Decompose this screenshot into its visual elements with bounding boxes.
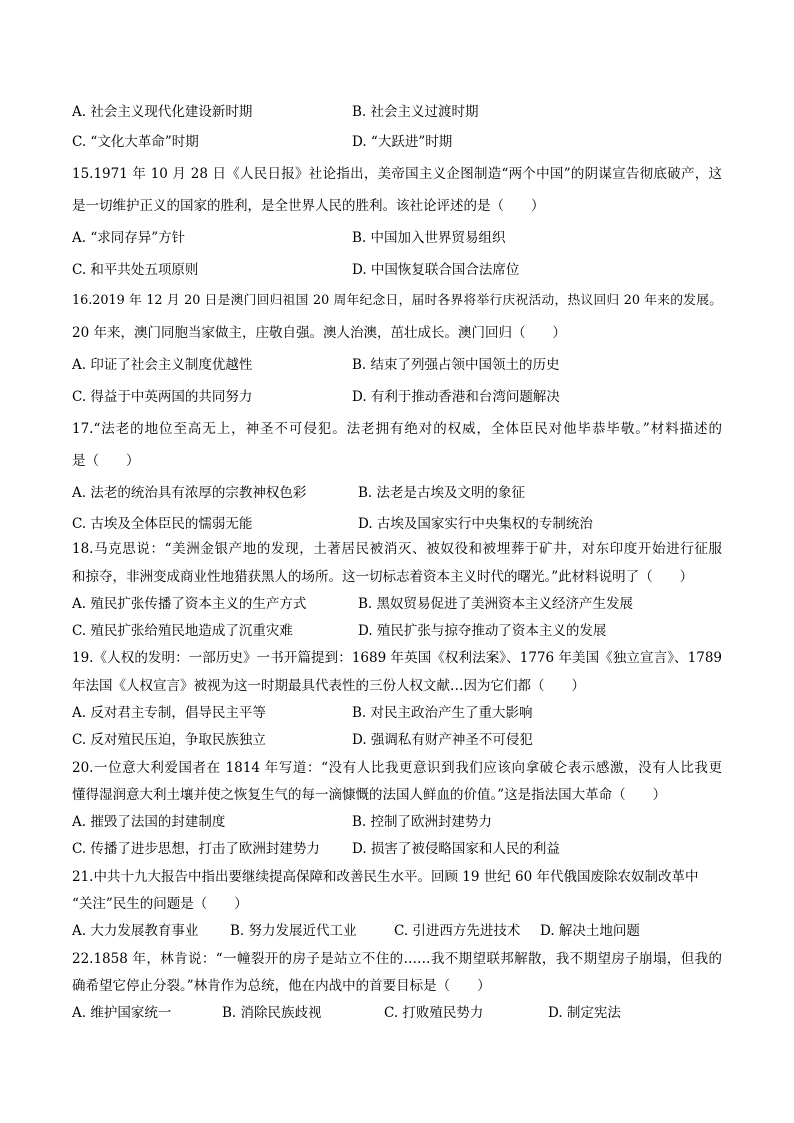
- q22-option-c: C. 打败殖民势力: [384, 1005, 484, 1021]
- q18-option-b: B. 黑奴贸易促进了美洲资本主义经济产生发展: [358, 596, 634, 612]
- q16-option-d: D. 有利于推动香港和台湾问题解决: [352, 389, 560, 405]
- q21-stem-line-2: “关注”民生的问题是（ ）: [72, 896, 248, 912]
- q16-option-a: A. 印证了社会主义制度优越性: [72, 357, 253, 373]
- q18-stem-line-2: 和掠夺，非洲变成商业性地猎获黑人的场所。这一切标志着资本主义时代的曙光。”此材料说明了（ ）: [72, 569, 694, 585]
- q17-option-d: D. 古埃及国家实行中央集权的专制统治: [358, 516, 593, 532]
- q14-option-c: C. “文化大革命”时期: [72, 134, 199, 150]
- q21-stem-line-1: 21.中共十九大报告中指出要继续提高保障和改善民生水平。回顾 19 世纪 60 年代俄国废除农奴制改革中: [72, 869, 699, 885]
- q22-option-a: A. 维护国家统一: [72, 1005, 172, 1021]
- q14-option-a: A. 社会主义现代化建设新时期: [72, 104, 253, 120]
- q20-stem-line-2: 懂得湿润意大利土壤并使之恢复生气的每一滴慷慨的法国人鲜血的价值。”这是指法国大革命（ ）: [72, 787, 667, 803]
- q22-stem-line-2: 确希望它停止分裂。”林肯作为总统，他在内战中的首要目标是（ ）: [72, 978, 491, 994]
- q16-option-b: B. 结束了列强占领中国领土的历史: [352, 357, 560, 373]
- q19-option-c: C. 反对殖民压迫，争取民族独立: [72, 732, 266, 748]
- q17-option-b: B. 法老是古埃及文明的象征: [358, 485, 526, 501]
- q16-stem-line-1: 16.2019 年 12 月 20 日是澳门回归祖国 20 周年纪念日，届时各界将举行庆祝活动，热议回归 20 年来的发展。: [72, 293, 722, 308]
- q18-stem-line-1: 18.马克思说：“美洲金银产地的发现，土著居民被消灭、被奴役和被埋葬于矿井，对东印度开始进行征服: [72, 541, 722, 557]
- q18-option-c: C. 殖民扩张给殖民地造成了沉重灾难: [72, 623, 293, 639]
- q18-option-a: A. 殖民扩张传播了资本主义的生产方式: [72, 596, 307, 612]
- q22-option-d: D. 制定宪法: [548, 1005, 621, 1021]
- q15-option-a: A. “求同存异”方针: [72, 230, 186, 246]
- q17-stem-line-2: 是（ ）: [72, 453, 140, 469]
- q19-stem-line-1: 19.《人权的发明：一部历史》一书开篇提到：1689 年英国《权利法案》、1776 年美国《独立宣言》、1789: [72, 650, 722, 666]
- q22-stem-line-1: 22.1858 年，林肯说：“一幢裂开的房子是站立不住的……我不期望联邦解散，我不期望房子崩塌，但我的: [72, 951, 722, 967]
- q20-option-c: C. 传播了进步思想，打击了欧洲封建势力: [72, 841, 320, 857]
- q20-option-a: A. 摧毁了法国的封建制度: [72, 814, 226, 830]
- q14-option-b: B. 社会主义过渡时期: [352, 104, 479, 120]
- q15-stem-line-2: 是一切维护正义的国家的胜利，是全世界人民的胜利。该社论评述的是（ ）: [72, 198, 545, 214]
- q17-option-a: A. 法老的统治具有浓厚的宗教神权色彩: [72, 485, 307, 501]
- q18-option-d: D. 殖民扩张与掠夺推动了资本主义的发展: [358, 623, 607, 639]
- q15-stem-line-1: 15.1971 年 10 月 28 日《人民日报》社论指出，美帝国主义企图制造“两个中国”的阴谋宣告彻底破产，这: [72, 166, 722, 182]
- q15-option-c: C. 和平共处五项原则: [72, 262, 199, 278]
- q20-stem-line-1: 20.一位意大利爱国者在 1814 年写道：“没有人比我更意识到我们应该向拿破仑表示感激，没有人比我更: [72, 760, 722, 776]
- q21-option-a: A. 大力发展教育事业: [72, 923, 199, 939]
- q21-option-b: B. 努力发展近代工业: [230, 923, 357, 939]
- q14-option-d: D. “大跃进”时期: [352, 134, 453, 150]
- q17-option-c: C. 古埃及全体臣民的懦弱无能: [72, 516, 253, 532]
- q20-option-d: D. 损害了被侵略国家和人民的利益: [352, 841, 560, 857]
- q19-option-d: D. 强调私有财产神圣不可侵犯: [352, 732, 533, 748]
- q16-stem-line-2: 20 年来，澳门同胞当家做主，庄敬自强。澳人治澳，茁壮成长。澳门回归（ ）: [72, 325, 566, 341]
- q20-option-b: B. 控制了欧洲封建势力: [352, 814, 493, 830]
- q16-option-c: C. 得益于中英两国的共同努力: [72, 389, 253, 405]
- q22-option-b: B. 消除民族歧视: [222, 1005, 322, 1021]
- q19-stem-line-2: 年法国《人权宣言》被视为这一时期最具代表性的三份人权文献…因为它们都（ ）: [72, 678, 585, 694]
- q21-option-c: C. 引进西方先进技术: [394, 923, 521, 939]
- q15-option-d: D. 中国恢复联合国合法席位: [352, 262, 520, 278]
- q17-stem-line-1: 17.“法老的地位至高无上，神圣不可侵犯。法老拥有绝对的权威，全体臣民对他毕恭毕敬。”材料描述的: [72, 421, 722, 437]
- q19-option-b: B. 对民主政治产生了重大影响: [352, 705, 533, 721]
- q15-option-b: B. 中国加入世界贸易组织: [352, 230, 506, 246]
- q21-option-d: D. 解决土地问题: [540, 923, 640, 939]
- q19-option-a: A. 反对君主专制，倡导民主平等: [72, 705, 266, 721]
